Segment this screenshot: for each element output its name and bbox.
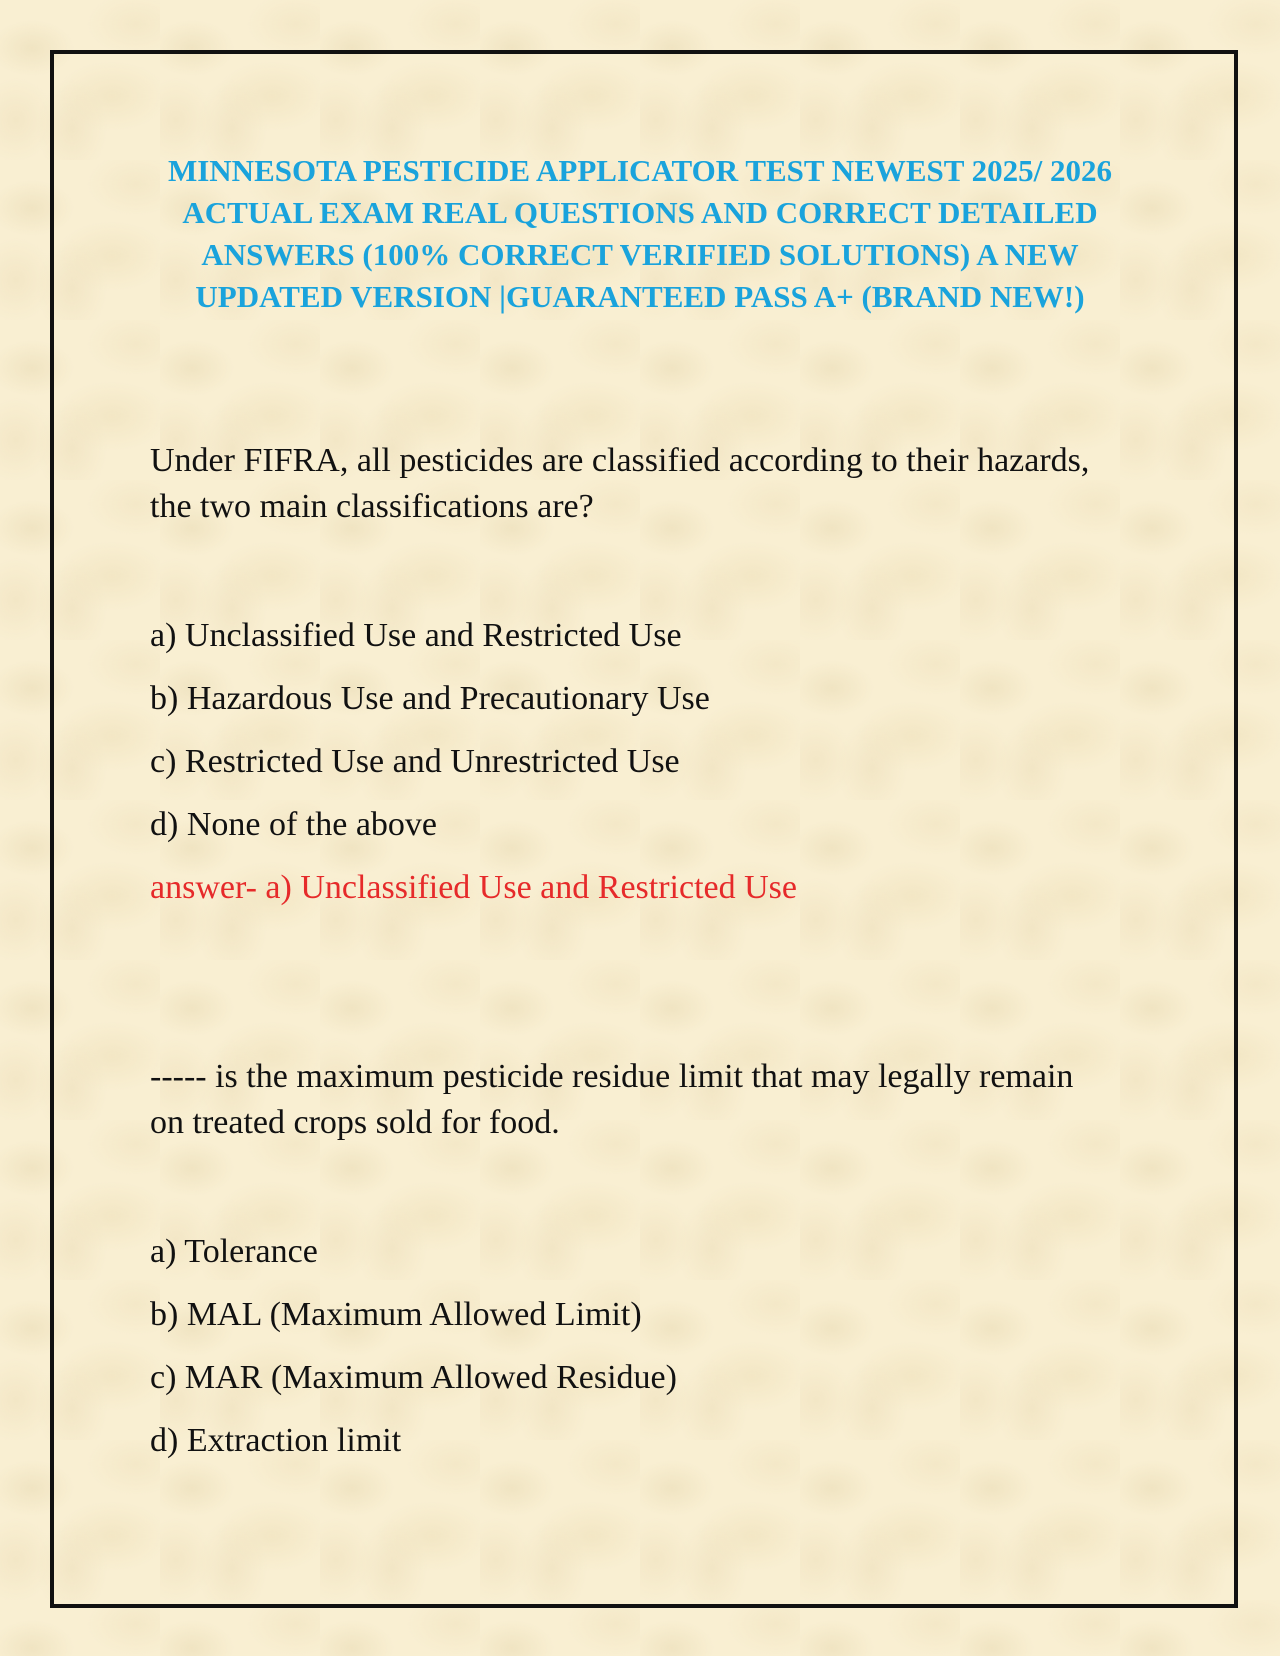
question-1-options [150, 604, 1110, 919]
option-a: a) Unclassified Use and Restricted Use [150, 617, 682, 654]
option-c: c) MAR (Maximum Allowed Residue) [150, 1359, 677, 1396]
option-b: b) MAL (Maximum Allowed Limit) [150, 1296, 642, 1333]
option-d: d) None of the above [150, 806, 438, 843]
document-title: MINNESOTA PESTICIDE APPLICATOR TEST NEWEST 2025/ 2026 ACTUAL EXAM REAL QUESTIONS AND CORRECT DETAILED ANSWERS (100% CORRECT VERIFIED SOLUTIONS) A NEW UPDATED VERSION |GUARANTEED PASS A+ (BRAND NEW!) [167, 153, 1113, 314]
option-b: b) Hazardous Use and Precautionary Use [150, 680, 710, 717]
option-a: a) Tolerance [150, 1233, 318, 1270]
answer-text: answer- a) Unclassified Use and Restricted Use [150, 869, 797, 906]
question-1-text: Under FIFRA, all pesticides are classified according to their hazards, the two main classifications are? [150, 442, 1090, 525]
question-2-options [150, 1220, 1110, 1472]
question-2-text: ----- is the maximum pesticide residue limit that may legally remain on treated crops sold for food. [150, 1058, 1074, 1141]
option-d: d) Extraction limit [150, 1422, 402, 1459]
option-c: c) Restricted Use and Unrestricted Use [150, 743, 680, 780]
